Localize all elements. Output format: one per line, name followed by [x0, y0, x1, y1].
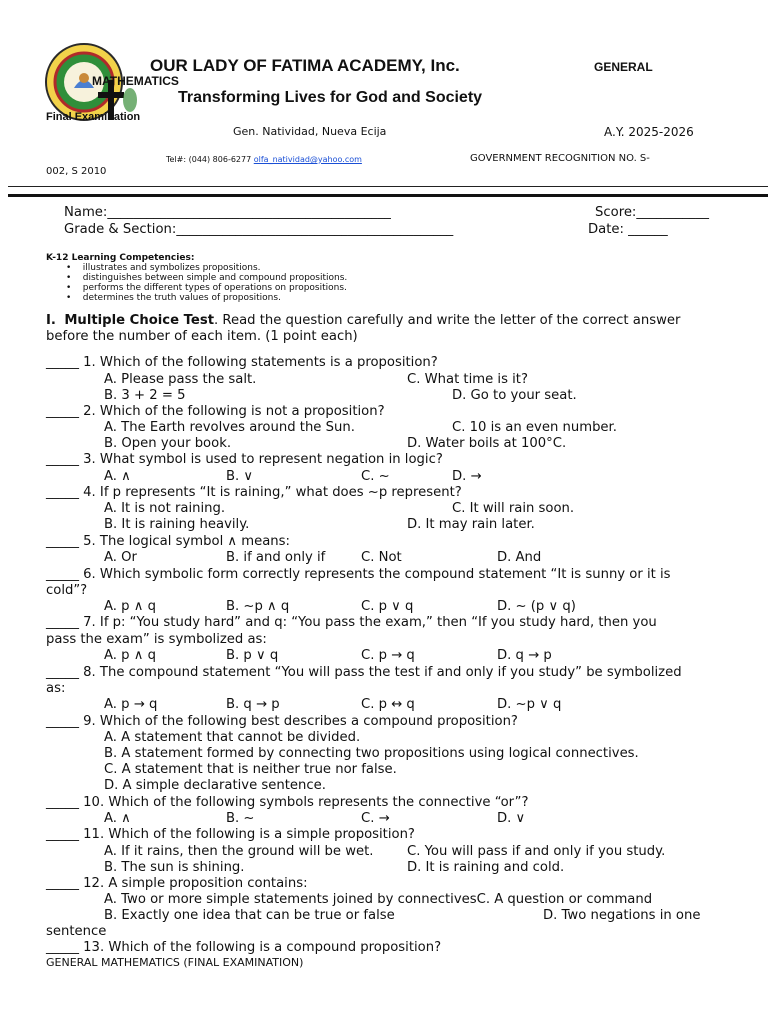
- question-line: A. ∧: [104, 469, 131, 484]
- question-line: A. If it rains, then the ground will be wet.: [104, 844, 374, 859]
- question-line: C. →: [361, 811, 390, 826]
- test-title: Multiple Choice Test: [64, 313, 215, 328]
- question-line: _____ 5. The logical symbol ∧ means:: [46, 534, 290, 549]
- question-line: B. It is raining heavily.: [104, 517, 250, 532]
- question-line: _____ 12. A simple proposition contains:: [46, 876, 308, 891]
- question-line: D. Water boils at 100°C.: [407, 436, 567, 451]
- question-line: C. Not: [361, 550, 402, 565]
- question-line: B. Open your book.: [104, 436, 232, 451]
- question-line: D. A simple declarative sentence.: [104, 778, 326, 793]
- question-line: _____ 6. Which symbolic form correctly represents the compound statement “It is sunny or it is: [46, 567, 671, 582]
- gov-recognition-continued: 002, S 2010: [46, 166, 107, 177]
- question-line: A. Or: [104, 550, 137, 565]
- question-line: C. p → q: [361, 648, 415, 663]
- question-line: as:: [46, 681, 66, 696]
- header-divider-thin: [8, 186, 768, 187]
- question-line: B. A statement formed by connecting two propositions using logical connectives.: [104, 746, 639, 761]
- subject-title-continued: MATHEMATICS: [92, 74, 179, 88]
- question-line: B. ∨: [226, 469, 254, 484]
- exam-title: Final Examination: [46, 111, 141, 123]
- question-line: D. It is raining and cold.: [407, 860, 565, 875]
- question-line: C. What time is it?: [407, 372, 528, 387]
- competency-item: • determines the truth values of propositions.: [66, 293, 281, 303]
- question-line: B. p ∨ q: [226, 648, 279, 663]
- question-line: B. ~: [226, 811, 255, 826]
- subject-title: GENERAL: [594, 60, 653, 74]
- competency-item: • illustrates and symbolizes propositions.: [66, 263, 261, 273]
- instruction-text-continued: before the number of each item. (1 point each): [46, 329, 358, 344]
- question-line: D. Two negations in one: [543, 908, 701, 923]
- question-line: B. The sun is shining.: [104, 860, 245, 875]
- gov-recognition: GOVERNMENT RECOGNITION NO. S-: [470, 153, 650, 164]
- question-line: _____ 11. Which of the following is a simple proposition?: [46, 827, 415, 842]
- question-line: A. The Earth revolves around the Sun.: [104, 420, 355, 435]
- question-line: _____ 2. Which of the following is not a proposition?: [46, 404, 385, 419]
- question-line: A. p ∧ q: [104, 648, 156, 663]
- question-line: B. q → p: [226, 697, 280, 712]
- question-line: _____ 4. If p represents “It is raining,” what does ~p represent?: [46, 485, 462, 500]
- question-line: A. p ∧ q: [104, 599, 156, 614]
- question-line: C. A statement that is neither true nor false.: [104, 762, 397, 777]
- question-line: C. p ↔ q: [361, 697, 415, 712]
- question-line: A. It is not raining.: [104, 501, 226, 516]
- question-line: C. ~: [361, 469, 390, 484]
- test-number: I.: [46, 313, 56, 328]
- school-name: OUR LADY OF FATIMA ACADEMY, Inc.: [150, 56, 460, 75]
- question-line: A. Two or more simple statements joined by connectivesC. A question or command: [104, 892, 653, 907]
- question-line: cold”?: [46, 583, 88, 598]
- instruction-text: . Read the question carefully and write the letter of the correct answer: [214, 313, 681, 328]
- question-line: _____ 9. Which of the following best describes a compound proposition?: [46, 714, 518, 729]
- section-field[interactable]: Grade & Section:__________________________________________: [64, 222, 454, 237]
- page-footer: GENERAL MATHEMATICS (FINAL EXAMINATION): [46, 956, 304, 969]
- question-line: B. Exactly one idea that can be true or false: [104, 908, 395, 923]
- question-line: A. Please pass the salt.: [104, 372, 257, 387]
- name-field[interactable]: Name:___________________________________________: [64, 205, 391, 220]
- question-line: C. p ∨ q: [361, 599, 414, 614]
- question-line: C. 10 is an even number.: [452, 420, 617, 435]
- question-line: B. if and only if: [226, 550, 326, 565]
- question-line: B. ~p ∧ q: [226, 599, 290, 614]
- email-link[interactable]: olfa_natividad@yahoo.com: [253, 155, 362, 164]
- question-line: D. →: [452, 469, 482, 484]
- competency-item: • performs the different types of operations on propositions.: [66, 283, 347, 293]
- school-motto: Transforming Lives for God and Society: [178, 89, 483, 106]
- question-line: sentence: [46, 924, 107, 939]
- question-line: C. You will pass if and only if you study.: [407, 844, 666, 859]
- school-year: A.Y. 2025-2026: [604, 125, 694, 139]
- contact-line: [166, 155, 362, 164]
- question-line: D. ~ (p ∨ q): [497, 599, 576, 614]
- question-line: A. A statement that cannot be divided.: [104, 730, 361, 745]
- header-divider-thick: [8, 194, 768, 197]
- question-line: _____ 10. Which of the following symbols represents the connective “or”?: [46, 795, 529, 810]
- question-line: _____ 1. Which of the following statements is a proposition?: [46, 355, 438, 370]
- question-line: A. p → q: [104, 697, 158, 712]
- question-line: B. 3 + 2 = 5: [104, 388, 186, 403]
- question-line: A. ∧: [104, 811, 131, 826]
- question-line: _____ 3. What symbol is used to represent negation in logic?: [46, 452, 443, 467]
- school-address: Gen. Natividad, Nueva Ecija: [233, 125, 387, 138]
- telephone: Tel#: (044) 806-6277: [166, 155, 252, 164]
- question-line: pass the exam” is symbolized as:: [46, 632, 267, 647]
- competencies-title: K-12 Learning Competencies:: [46, 253, 195, 263]
- question-line: _____ 7. If p: “You study hard” and q: “You pass the exam,” then “If you study hard, then you: [46, 615, 657, 630]
- question-line: _____ 13. Which of the following is a compound proposition?: [46, 940, 442, 955]
- question-line: D. And: [497, 550, 542, 565]
- question-line: C. It will rain soon.: [452, 501, 575, 516]
- date-field[interactable]: Date: ______: [588, 222, 668, 237]
- competency-item: • distinguishes between simple and compound propositions.: [66, 273, 348, 283]
- test-instructions: [46, 313, 680, 328]
- question-line: _____ 8. The compound statement “You will pass the test if and only if you study” be symbolized: [46, 665, 682, 680]
- question-line: D. Go to your seat.: [452, 388, 577, 403]
- question-line: D. ~p ∨ q: [497, 697, 562, 712]
- question-line: D. ∨: [497, 811, 526, 826]
- question-line: D. It may rain later.: [407, 517, 535, 532]
- score-field[interactable]: Score:___________: [595, 205, 709, 220]
- question-line: D. q → p: [497, 648, 552, 663]
